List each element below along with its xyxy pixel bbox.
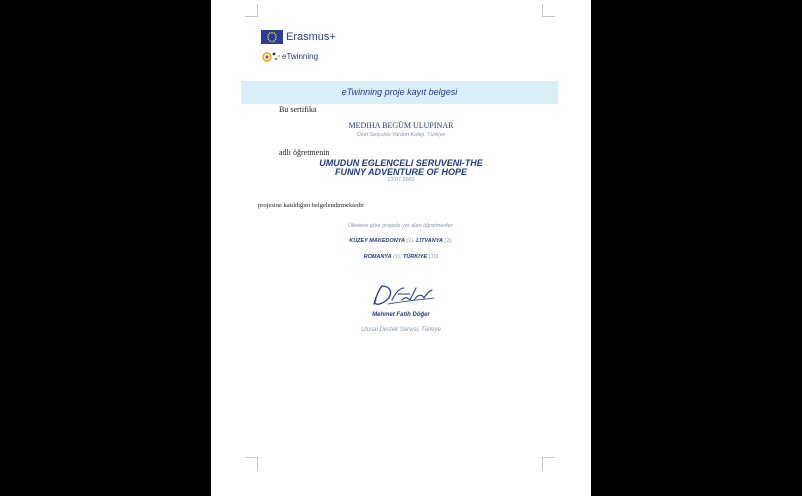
- country-count: (1): [406, 238, 414, 244]
- participation-text: projesine katıldığını belgelendirmektedir: [258, 202, 365, 209]
- country-name: TÜRKIYE: [402, 254, 428, 260]
- signer-name: Mehmet Fatih Döğer: [372, 312, 430, 318]
- intro-text: Bu sertifika: [279, 105, 317, 114]
- recipient-name: MEDIHA BEGÜM ULUPINAR: [348, 121, 454, 130]
- certificate-title: eTwinning proje kayıt belgesi: [341, 87, 458, 97]
- countries-lead-text: Ülkelere göre projede yer alan öğretmenler:: [347, 223, 455, 229]
- project-title-line-2: FUNNY ADVENTURE OF HOPE: [334, 167, 467, 177]
- country-count: (10): [428, 254, 439, 260]
- country-name: KUZEY MAKEDONYA: [349, 238, 405, 244]
- teacher-phrase: adlı öğretmenin: [279, 148, 330, 157]
- etwinning-logo-icon: [261, 50, 283, 64]
- eu-flag-icon: [261, 30, 283, 44]
- crop-mark-bottom-left: [245, 457, 258, 470]
- school-name: Özel Selçuklu Yardım Koleji, Türkiye: [356, 132, 446, 138]
- crop-mark-top-right: [542, 4, 555, 17]
- certificate-page: [211, 0, 591, 496]
- country-count: (1): [444, 238, 452, 244]
- country-count: (1): [393, 254, 400, 260]
- etwinning-logo-text: eTwinning: [282, 52, 319, 61]
- certificate-date: 13.07.2022: [387, 177, 415, 183]
- signer-role: Ulusal Destek Servisi, Türkiye: [361, 327, 441, 333]
- country-name: LITVANYA: [416, 238, 443, 244]
- crop-mark-bottom-right: [542, 457, 555, 470]
- country-name: ROMANYA: [363, 254, 392, 260]
- signature-image: [366, 282, 438, 310]
- country-row-1: KUZEY MAKEDONYA (1), LITVANYA (1),: [349, 238, 453, 244]
- project-title-line-1: UMUDUN EGLENCELI SERUVENI-THE: [319, 158, 483, 168]
- crop-mark-top-left: [245, 4, 258, 17]
- certificate-title-bar: [241, 81, 558, 104]
- country-row-2: ROMANYA (1), TÜRKIYE (10): [363, 254, 439, 260]
- erasmus-logo-text: Erasmus+: [286, 31, 336, 43]
